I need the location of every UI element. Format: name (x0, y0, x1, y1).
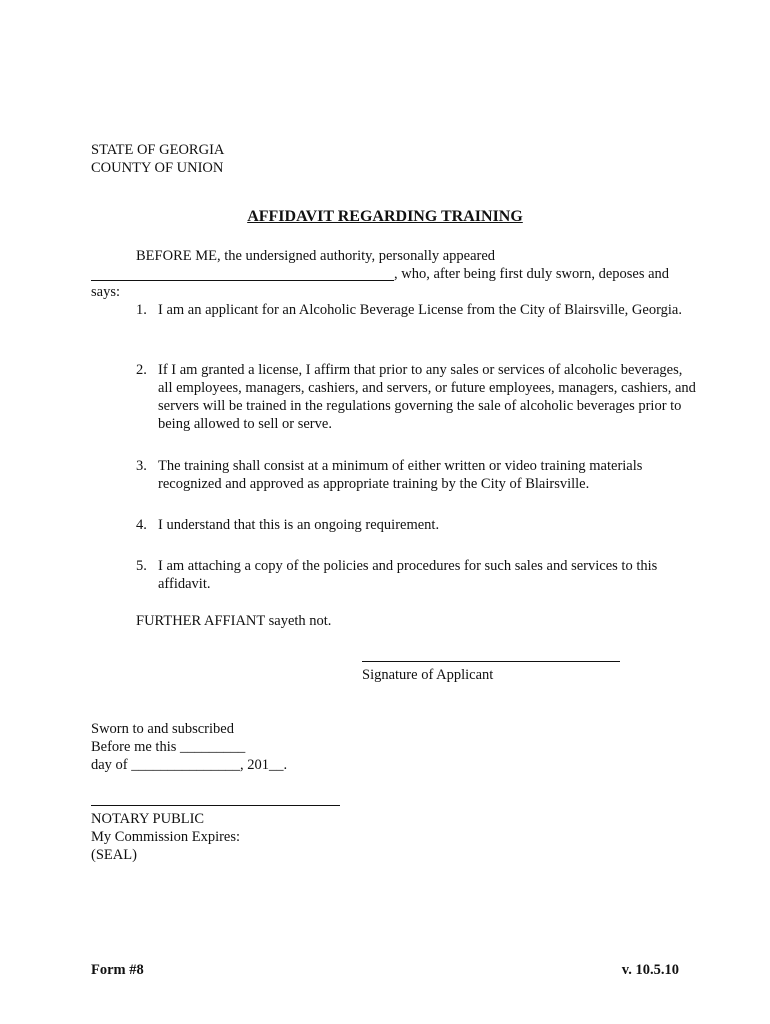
list-item (136, 557, 696, 593)
list-item-text: I understand that this is an ongoing requirement. (158, 517, 440, 533)
signature-line (362, 661, 620, 662)
form-number: Form #8 (91, 962, 144, 978)
intro-line-2: , who, after being first duly sworn, deposes and (394, 266, 670, 282)
list-item-text: The training shall consist at a minimum of either written or video training materials recognized and approved as appropriate training by the City of Blairsville. (158, 458, 643, 492)
sworn-line-2: Before me this _________ (91, 739, 246, 755)
notary-title: NOTARY PUBLIC (91, 811, 205, 827)
county-heading: COUNTY OF UNION (91, 160, 224, 176)
further-affiant-text: FURTHER AFFIANT sayeth not. (136, 613, 332, 629)
form-version: v. 10.5.10 (621, 962, 679, 978)
list-item-number: 1. (136, 302, 147, 318)
notary-signature-line (91, 805, 340, 806)
seal-label: (SEAL) (91, 847, 137, 863)
list-item-text: I am attaching a copy of the policies and procedures for such sales and services to this affidavit. (158, 558, 658, 592)
state-heading: STATE OF GEORGIA (91, 142, 225, 158)
sworn-line-1: Sworn to and subscribed (91, 721, 234, 737)
list-item (136, 516, 696, 534)
appearer-name-line (91, 280, 394, 281)
sworn-line-3: day of _______________, 201__. (91, 757, 288, 773)
list-item (136, 361, 696, 433)
intro-line-3: says: (91, 284, 120, 300)
list-item-number: 2. (136, 362, 147, 378)
list-item-number: 3. (136, 458, 147, 474)
list-item-text: I am an applicant for an Alcoholic Beverage License from the City of Blairsville, Georgia. (158, 302, 682, 318)
list-item (136, 457, 696, 493)
list-item-number: 4. (136, 517, 147, 533)
commission-expires-label: My Commission Expires: (91, 829, 241, 845)
list-item-number: 5. (136, 558, 147, 574)
list-item (136, 301, 696, 319)
list-item-text: If I am granted a license, I affirm that prior to any sales or services of alcoholic beverages, all employees, managers, cashiers, and servers, or future employees, managers, cashiers, and servers will be trained in the regulations governing the sale of alcoholic beverages prior to being allowed to sell or serve. (158, 362, 696, 432)
signature-label: Signature of Applicant (362, 667, 494, 683)
intro-line-1: BEFORE ME, the undersigned authority, personally appeared (136, 248, 496, 264)
document-title: AFFIDAVIT REGARDING TRAINING (247, 208, 523, 225)
